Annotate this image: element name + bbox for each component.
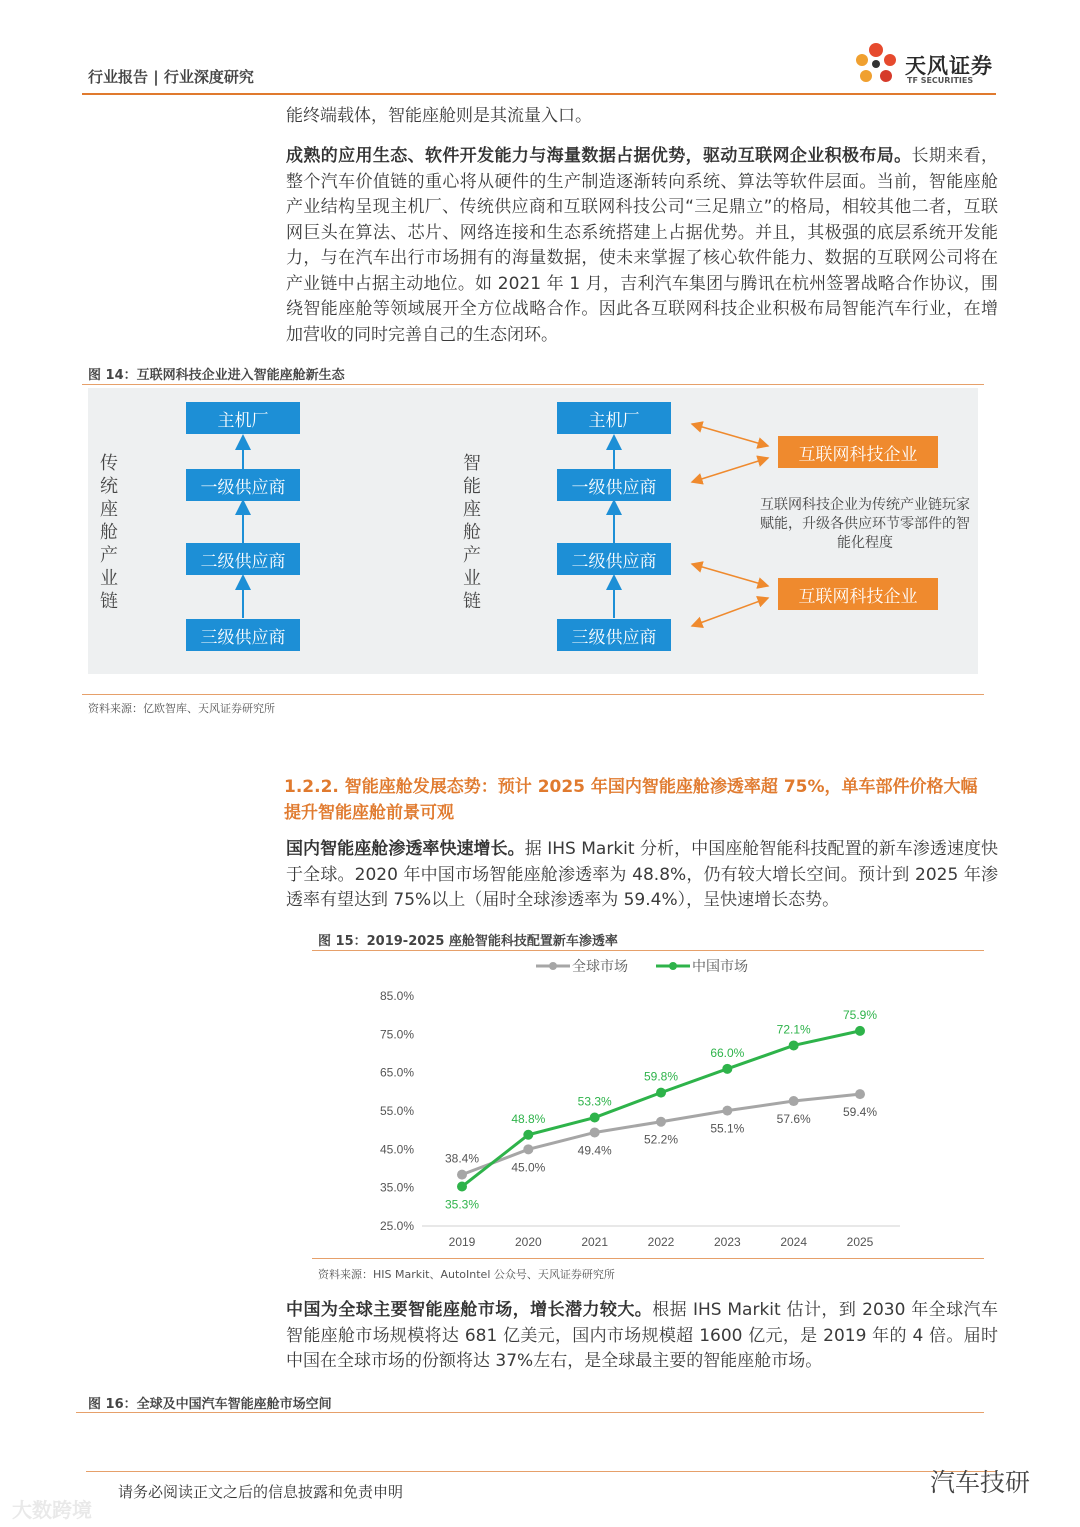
left-tier-1: 一级供应商 xyxy=(186,469,300,501)
paragraph-intro: 能终端载体，智能座舱则是其流量入口。 xyxy=(286,106,592,126)
y-tick-label: 65.0% xyxy=(379,1065,414,1080)
data-label-china: 53.3% xyxy=(577,1094,612,1109)
legend-global-label: 全球市场 xyxy=(572,959,628,975)
data-point-china xyxy=(523,1130,533,1140)
y-tick-label: 45.0% xyxy=(379,1142,414,1157)
legend-global-swatch xyxy=(536,961,570,971)
data-label-china: 59.8% xyxy=(643,1069,679,1084)
report-category: 行业报告 | 行业深度研究 xyxy=(88,68,254,86)
fig15-bottom-rule xyxy=(312,1258,984,1259)
fig16-title: 图 16：全球及中国汽车智能座舱市场空间 xyxy=(88,1397,332,1412)
footer-divider xyxy=(86,1471,996,1472)
y-tick-label: 85.0% xyxy=(379,989,414,1003)
data-point-china xyxy=(457,1182,467,1192)
paragraph-market-lead: 中国为全球主要智能座舱市场，增长潜力较大。 xyxy=(286,1300,653,1320)
paragraph-internet xyxy=(286,144,998,348)
data-label-global: 57.6% xyxy=(776,1112,811,1127)
logo-text: 天风证券 xyxy=(905,54,993,78)
fig15-source: 资料来源：HIS Markit、AutoIntel 公众号、天风证券研究所 xyxy=(318,1268,615,1281)
fig14-diagram xyxy=(88,388,978,674)
data-point-global xyxy=(855,1089,865,1099)
left-tier-oem: 主机厂 xyxy=(186,402,300,434)
x-tick-label: 2022 xyxy=(647,1235,675,1249)
legend-china-label: 中国市场 xyxy=(692,959,748,975)
data-point-china xyxy=(789,1040,799,1050)
paragraph-market-body: 根据 IHS Markit 估计，到 2030 年全球汽车智能座舱市场规模将达 681 亿美元，国内市场规模超 1600 亿元，是 2019 年的 4 倍。届时中国在全球市场的份额将达 37%左右，是全球最主要的智能座舱市场。 xyxy=(286,1300,999,1371)
paragraph-penetration-body: 据 IHS Markit 分析，中国座舱智能科技配置的新车渗透速度快于全球。2020 年中国市场智能座舱渗透率为 48.8%，仍有较大增长空间。预计到 2025 年渗透率有望达到 75%以上（届时全球渗透率为 59.4%），呈快速增长态势。 xyxy=(286,839,999,910)
x-tick-label: 2021 xyxy=(581,1235,609,1249)
left-tier-2: 二级供应商 xyxy=(186,543,300,575)
data-label-global: 55.1% xyxy=(710,1121,745,1136)
fig15-top-rule xyxy=(312,950,984,951)
watermark-right: 汽车技研 xyxy=(930,1468,1031,1497)
header-divider xyxy=(82,93,996,95)
y-tick-label: 25.0% xyxy=(379,1219,414,1233)
data-point-global xyxy=(722,1106,732,1116)
internet-box-top: 互联网科技企业 xyxy=(778,436,938,468)
penetration-line-chart xyxy=(360,982,920,1256)
logo-subtext: TF SECURITIES xyxy=(907,76,974,85)
y-tick-label: 55.0% xyxy=(379,1104,414,1118)
mid-tier-1: 一级供应商 xyxy=(557,469,671,501)
x-tick-label: 2019 xyxy=(448,1235,476,1249)
internet-box-bottom: 互联网科技企业 xyxy=(778,578,938,610)
fig14-title: 图 14：互联网科技企业进入智能座舱新生态 xyxy=(88,368,345,383)
data-point-global xyxy=(590,1127,600,1137)
data-label-china: 48.8% xyxy=(511,1111,546,1126)
watermark-left: 大数跨境 xyxy=(12,1498,92,1522)
paragraph-penetration xyxy=(286,837,998,914)
data-point-china xyxy=(656,1088,666,1098)
data-label-global: 38.4% xyxy=(444,1151,480,1166)
fig15-title: 图 15：2019-2025 座舱智能科技配置新车渗透率 xyxy=(318,934,618,949)
data-point-global xyxy=(789,1096,799,1106)
x-tick-label: 2024 xyxy=(780,1235,808,1249)
x-tick-label: 2025 xyxy=(846,1235,874,1249)
paragraph-internet-body: 长期来看，整个汽车价值链的重心将从硬件的生产制造逐渐转向系统、算法等软件层面。当前，智能座舱产业结构呈现主机厂、传统供应商和互联网科技公司“三足鼎立”的格局，相较其他二者，互联网巨头在算法、芯片、网络连接和生态系统搭建上占据优势。并且，其极强的底层系统开发能力，与在汽车出行市场拥有的海量数据，使未来掌握了核心软件能力、数据的互联网公司将在产业链中占据主动地位。如 2021 年 1 月，吉利汽车集团与腾讯在杭州签署战略合作协议，围绕智能座舱等领域展开全方位战略合作。因此各互联网科技企业积极布局智能汽车行业，在增加营收的同时完善自己的生态闭环。 xyxy=(286,146,998,345)
data-point-global xyxy=(457,1170,467,1180)
smart-chain-label: 智能座舱产业链 xyxy=(463,453,481,612)
data-point-global xyxy=(656,1117,666,1127)
mid-tier-2: 二级供应商 xyxy=(557,543,671,575)
y-tick-label: 35.0% xyxy=(379,1180,414,1195)
data-label-global: 49.4% xyxy=(577,1143,612,1158)
data-label-china: 75.9% xyxy=(842,1007,878,1022)
footer-disclaimer: 请务必阅读正文之后的信息披露和免责申明 xyxy=(118,1483,404,1501)
legend-china-swatch xyxy=(656,961,690,971)
mid-tier-3: 三级供应商 xyxy=(557,619,671,651)
x-tick-label: 2020 xyxy=(514,1235,542,1249)
traditional-chain-label: 传统座舱产业链 xyxy=(100,453,118,612)
fig14-note: 互联网科技企业为传统产业链玩家赋能，升级各供应环节零部件的智能化程度 xyxy=(760,497,970,551)
data-label-global: 59.4% xyxy=(842,1105,878,1120)
y-tick-label: 75.0% xyxy=(379,1027,414,1042)
legend-china xyxy=(656,956,748,976)
fig16-top-rule xyxy=(76,1412,984,1413)
fig14-bottom-rule xyxy=(82,694,984,695)
fig14-source: 资料来源：亿欧智库、天风证券研究所 xyxy=(88,702,275,715)
paragraph-penetration-lead: 国内智能座舱渗透率快速增长。 xyxy=(286,839,525,859)
fig14-top-rule xyxy=(82,384,984,385)
data-label-china: 72.1% xyxy=(776,1022,811,1037)
section-heading: 1.2.2. 智能座舱发展态势：预计 2025 年国内智能座舱渗透率超 75%，单车部件价格大幅提升智能座舱前景可观 xyxy=(284,777,978,823)
data-label-china: 66.0% xyxy=(710,1045,745,1060)
left-tier-3: 三级供应商 xyxy=(186,619,300,651)
paragraph-market xyxy=(286,1298,998,1375)
tf-logo-icon xyxy=(848,36,904,92)
data-label-global: 45.0% xyxy=(511,1160,546,1175)
data-point-china xyxy=(722,1064,732,1074)
data-point-china xyxy=(590,1113,600,1123)
data-label-global: 52.2% xyxy=(643,1132,679,1147)
mid-tier-oem: 主机厂 xyxy=(557,402,671,434)
data-point-global xyxy=(523,1144,533,1154)
data-point-china xyxy=(855,1026,865,1036)
paragraph-internet-lead: 成熟的应用生态、软件开发能力与海量数据占据优势，驱动互联网企业积极布局。 xyxy=(286,146,912,166)
x-tick-label: 2023 xyxy=(713,1235,741,1249)
data-label-china: 35.3% xyxy=(444,1197,480,1212)
legend-global xyxy=(536,956,628,976)
